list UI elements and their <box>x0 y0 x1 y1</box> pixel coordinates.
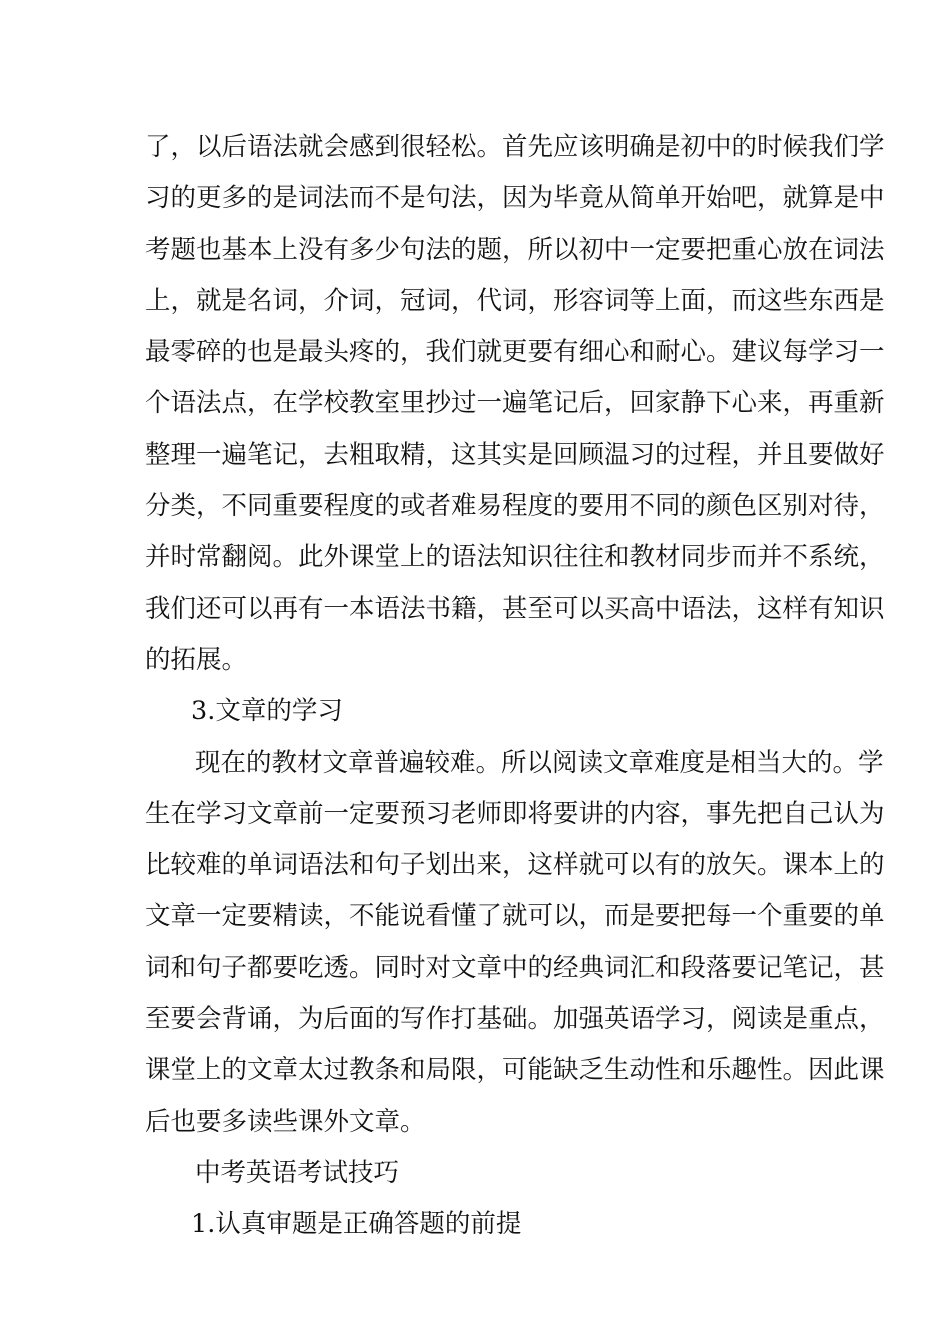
text-line: 后也要多读些课外文章。 <box>145 1106 426 1137</box>
text-line: 比较难的单词语法和句子划出来，这样就可以有的放矢。课本上的 <box>145 850 885 881</box>
section-heading-exam-tips: 中考英语考试技巧 <box>195 1157 400 1188</box>
text-line: 至要会背诵，为后面的写作打基础。加强英语学习，阅读是重点， <box>145 1004 885 1035</box>
text-line: 的拓展。 <box>145 644 248 675</box>
text-line: 习的更多的是词法而不是句法，因为毕竟从简单开始吧，就算是中 <box>145 183 885 214</box>
paragraph-grammar <box>145 122 885 686</box>
text-line: 分类，不同重要程度的或者难易程度的要用不同的颜色区别对待， <box>145 491 885 522</box>
text-line: 了，以后语法就会感到很轻松。首先应该明确是初中的时候我们学 <box>145 132 885 162</box>
text-line: 我们还可以再有一本语法书籍，甚至可以买高中语法，这样有知识 <box>145 593 885 624</box>
text-line: 上，就是名词，介词，冠词，代词，形容词等上面，而这些东西是 <box>145 285 885 316</box>
text-line: 最零碎的也是最头疼的，我们就更要有细心和耐心。建议每学习一 <box>145 337 885 368</box>
text-line: 生在学习文章前一定要预习老师即将要讲的内容，事先把自己认为 <box>145 798 885 829</box>
text-line: 并时常翻阅。此外课堂上的语法知识往往和教材同步而并不系统， <box>145 542 885 573</box>
text-line: 词和句子都要吃透。同时对文章中的经典词汇和段落要记笔记，甚 <box>145 952 885 983</box>
text-line: 课堂上的文章太过教条和局限，可能缺乏生动性和乐趣性。因此课 <box>145 1055 885 1086</box>
text-line: 考题也基本上没有多少句法的题，所以初中一定要把重心放在词法 <box>145 234 885 265</box>
paragraph-article-study <box>145 738 885 1148</box>
text-line: 文章一定要精读，不能说看懂了就可以，而是要把每一个重要的单 <box>145 901 885 932</box>
text-line: 个语法点，在学校教室里抄过一遍笔记后，回家静下心来，再重新 <box>145 388 885 419</box>
text-line: 整理一遍笔记，去粗取精，这其实是回顾温习的过程，并且要做好 <box>145 439 885 470</box>
body-text <box>145 122 885 1251</box>
section-heading-article-study: 3.文章的学习 <box>191 696 343 727</box>
text-line: 现在的教材文章普遍较难。所以阅读文章难度是相当大的。学 <box>195 747 884 778</box>
section-heading-tip-1: 1.认真审题是正确答题的前提 <box>191 1209 522 1240</box>
